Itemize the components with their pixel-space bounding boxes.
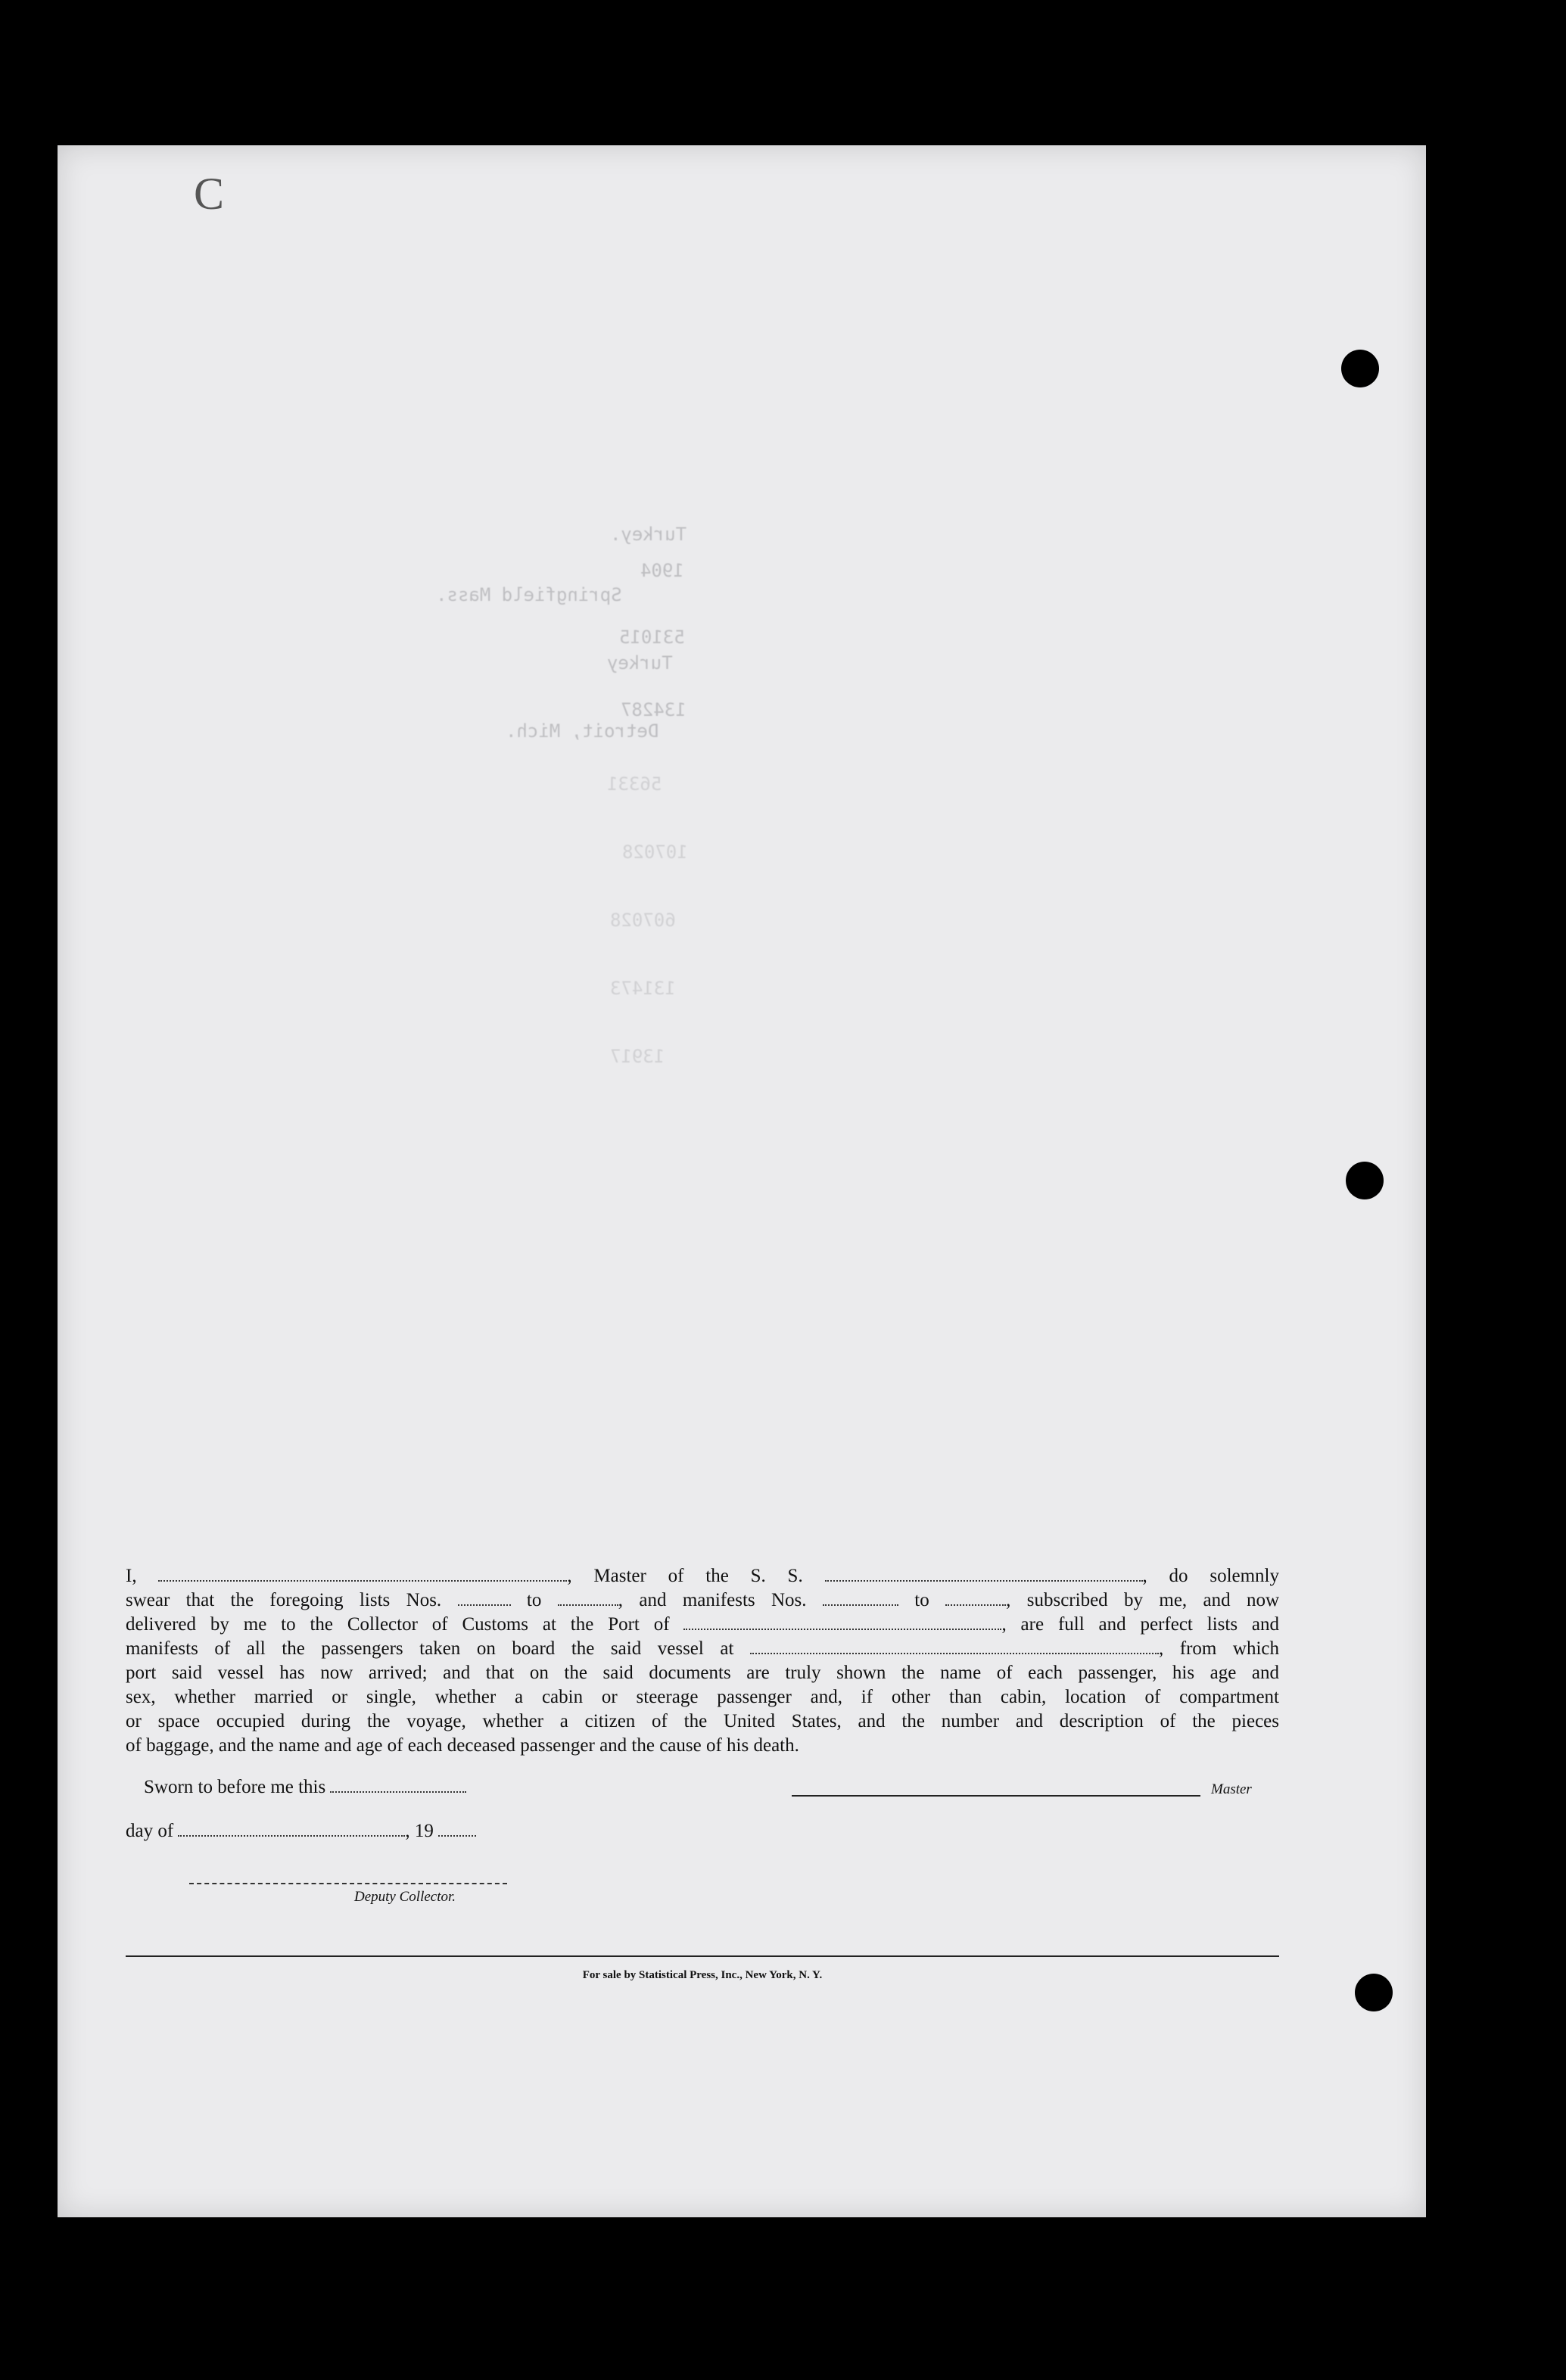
punch-hole [1341, 350, 1379, 387]
oath-text: , do solemnly [1142, 1566, 1279, 1586]
ghost-text: Turkey. [610, 524, 687, 545]
document-page [58, 145, 1426, 2217]
deputy-label-row [354, 1889, 456, 1906]
oath-line [126, 1588, 1279, 1613]
sworn-row [144, 1777, 466, 1798]
oath-text: manifests of all the passengers taken on board the said vessel at [126, 1638, 734, 1659]
footer-text: For sale by Statistical Press, Inc., New York, N. Y. [582, 1969, 823, 1981]
oath-text: , from which [1158, 1638, 1279, 1659]
year-prefix: , 19 [405, 1821, 434, 1841]
ghost-text: 107028 [622, 842, 688, 863]
master-label-row [1211, 1781, 1252, 1798]
blank-year [438, 1822, 476, 1837]
blank-month [178, 1822, 405, 1837]
ghost-text: Detroit, Mich. [506, 720, 659, 742]
oath-text: , Master of the S. S. [567, 1566, 803, 1586]
sworn-label: Sworn to before me this [144, 1777, 326, 1797]
blank-list-from [458, 1591, 511, 1606]
deputy-label: Deputy Collector. [354, 1889, 456, 1905]
deputy-signature-line [189, 1883, 507, 1884]
punch-hole [1346, 1162, 1384, 1199]
blank-sworn-day [330, 1778, 466, 1793]
ghost-text: 134287 [621, 699, 686, 720]
footer-rule [126, 1955, 1279, 1981]
oath-line: of baggage, and the name and age of each deceased passenger and the cause of his death. [126, 1735, 799, 1756]
oath-text: delivered by me to the Collector of Customs at the Port of [126, 1614, 670, 1635]
ghost-text: 607028 [610, 910, 676, 931]
oath-line: or space occupied during the voyage, whether a citizen of the United States, and the number and description of the pieces [126, 1711, 1279, 1731]
oath-line [126, 1637, 1279, 1661]
corner-mark: C [194, 169, 225, 219]
oath-line: port said vessel has now arrived; and that on the said documents are truly shown the name of each passenger, his age and [126, 1663, 1279, 1683]
day-of-label: day of [126, 1821, 174, 1841]
oath-text: I, [126, 1566, 137, 1586]
blank-list-to [558, 1591, 618, 1606]
ghost-text: 131473 [610, 978, 676, 999]
ghost-text: Turkey [607, 652, 673, 674]
oath-paragraph [126, 1564, 1279, 1758]
ghost-text: 56331 [607, 773, 662, 795]
blank-ship-name [825, 1566, 1143, 1582]
punch-hole [1355, 1974, 1393, 2011]
blank-master-name [158, 1566, 567, 1582]
oath-text: swear that the foregoing lists Nos. [126, 1590, 442, 1610]
ghost-text: 531015 [619, 627, 685, 648]
blank-port [683, 1615, 1001, 1630]
oath-line [126, 1564, 1279, 1588]
day-of-row [126, 1821, 476, 1842]
blank-manifest-from [823, 1591, 898, 1606]
oath-text: , and manifests Nos. [618, 1590, 807, 1610]
ghost-text: 1904 [640, 560, 684, 581]
master-label: Master [1211, 1781, 1252, 1797]
oath-text: to [526, 1590, 542, 1610]
oath-text: , are full and perfect lists and [1001, 1614, 1280, 1635]
oath-line: sex, whether married or single, whether a cabin or steerage passenger and, if other than cabin, location of compartment [126, 1687, 1279, 1707]
ghost-text: 13917 [610, 1046, 665, 1067]
blank-manifest-to [945, 1591, 1006, 1606]
blank-departure-port [750, 1639, 1159, 1654]
oath-text: , subscribed by me, and now [1006, 1590, 1280, 1610]
oath-line [126, 1613, 1279, 1637]
ghost-text: Springfield Mass. [436, 584, 622, 605]
oath-text: to [914, 1590, 929, 1610]
master-signature-line [792, 1795, 1200, 1797]
